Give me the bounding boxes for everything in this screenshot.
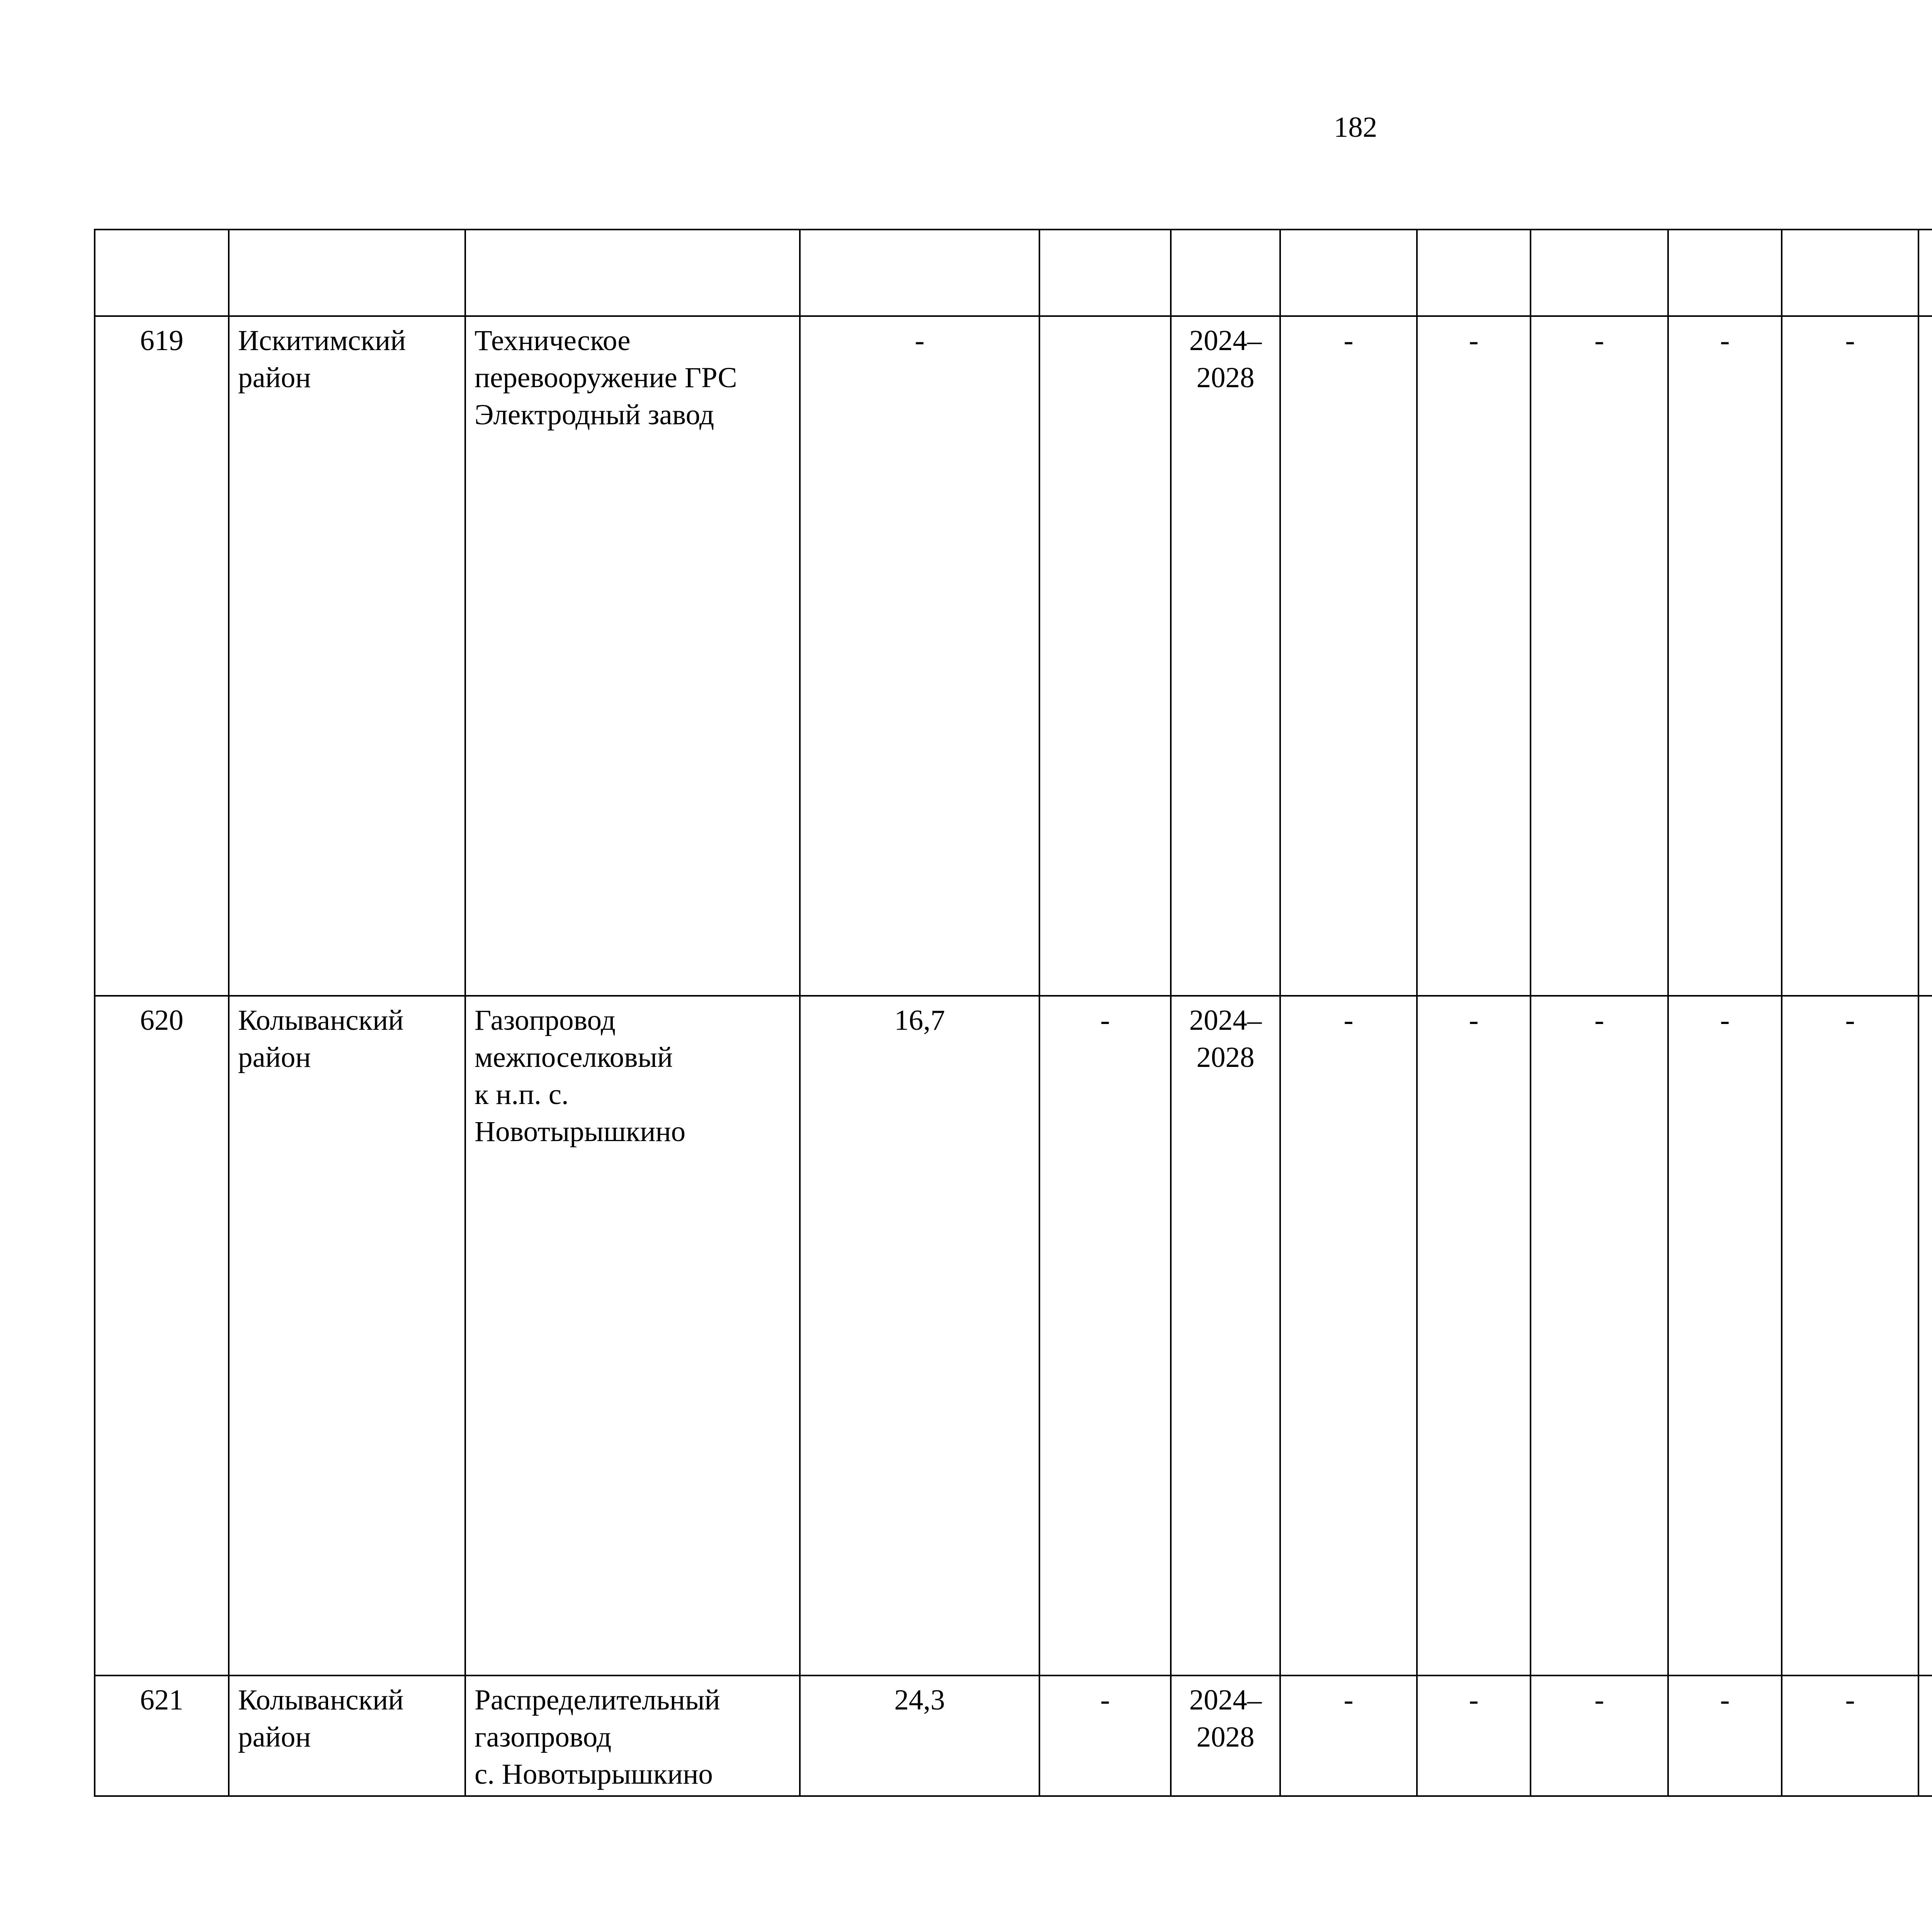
cell-c8 xyxy=(1417,230,1531,316)
cell-c11: - xyxy=(1782,996,1918,1675)
cell-length: 24,3 xyxy=(800,1675,1039,1796)
cell-c9: - xyxy=(1531,1675,1668,1796)
cell-num xyxy=(95,230,229,316)
cell-c10: - xyxy=(1668,316,1782,996)
cell-c11: - xyxy=(1782,1675,1918,1796)
cell-c10 xyxy=(1668,230,1782,316)
cell-district: Колыванский район xyxy=(229,996,465,1675)
page-number: 182 xyxy=(1333,111,1378,143)
cell-organization xyxy=(1918,230,1932,316)
table-row-619 xyxy=(95,316,1932,996)
cell-length: 16,7 xyxy=(800,996,1039,1675)
cell-col5 xyxy=(1039,230,1171,316)
cell-c9: - xyxy=(1531,316,1668,996)
cell-organization xyxy=(1918,996,1932,1675)
cell-organization xyxy=(1918,1675,1932,1796)
cell-c10: - xyxy=(1668,1675,1782,1796)
table-row-620 xyxy=(95,996,1932,1675)
cell-object: Техническое перевооружение ГРС Электродный завод xyxy=(465,316,800,996)
gasification-table xyxy=(94,229,1932,1797)
cell-c9 xyxy=(1531,230,1668,316)
cell-c11: - xyxy=(1782,316,1918,996)
table-row-621 xyxy=(95,1675,1932,1796)
cell-c8: - xyxy=(1417,1675,1531,1796)
cell-c7 xyxy=(1280,230,1417,316)
cell-c7: - xyxy=(1280,316,1417,996)
cell-num: 620 xyxy=(95,996,229,1675)
cell-object xyxy=(465,230,800,316)
cell-c8: - xyxy=(1417,996,1531,1675)
cell-length xyxy=(800,230,1039,316)
cell-object: Распределительный газопровод с. Новотырышкино xyxy=(465,1675,800,1796)
cell-organization xyxy=(1918,316,1932,996)
cell-district xyxy=(229,230,465,316)
cell-col5: - xyxy=(1039,1675,1171,1796)
cell-col5: - xyxy=(1039,996,1171,1675)
cell-district: Колыванский район xyxy=(229,1675,465,1796)
cell-c7: - xyxy=(1280,996,1417,1675)
cell-col5 xyxy=(1039,316,1171,996)
cell-object: Газопровод межпоселковый к н.п. с. Новотырышкино xyxy=(465,996,800,1675)
cell-length: - xyxy=(800,316,1039,996)
cell-period: 2024– 2028 xyxy=(1171,996,1280,1675)
cell-num: 621 xyxy=(95,1675,229,1796)
cell-num: 619 xyxy=(95,316,229,996)
cell-c7: - xyxy=(1280,1675,1417,1796)
table-row-continuation xyxy=(95,230,1932,316)
cell-district: Искитимский район xyxy=(229,316,465,996)
cell-period xyxy=(1171,230,1280,316)
cell-period: 2024– 2028 xyxy=(1171,1675,1280,1796)
cell-c11 xyxy=(1782,230,1918,316)
cell-c8: - xyxy=(1417,316,1531,996)
cell-c10: - xyxy=(1668,996,1782,1675)
cell-c9: - xyxy=(1531,996,1668,1675)
cell-period: 2024– 2028 xyxy=(1171,316,1280,996)
